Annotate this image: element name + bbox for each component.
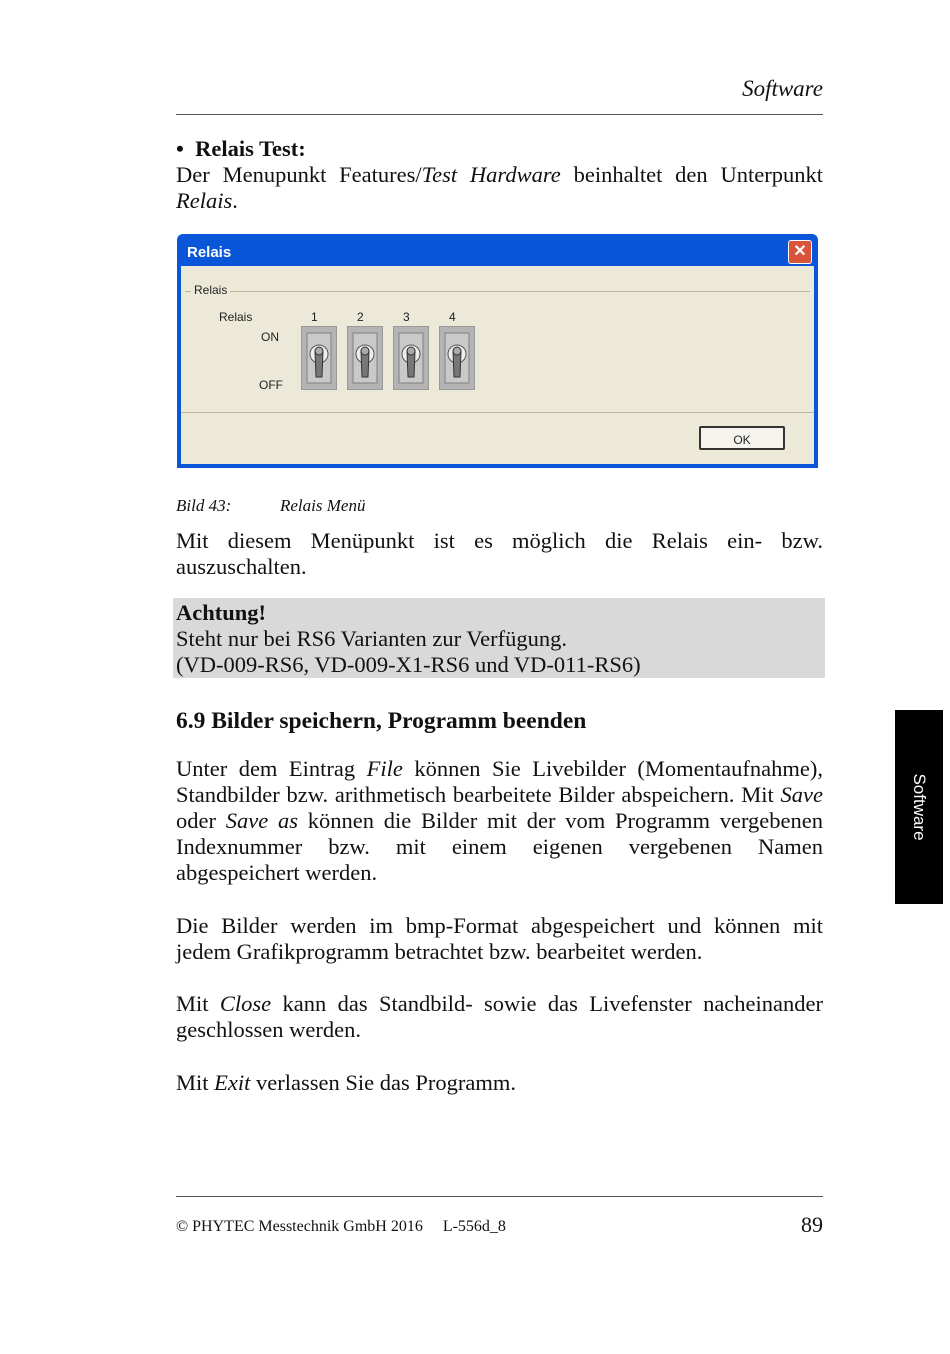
- figure-caption: [176, 496, 365, 516]
- intro-text-2: beinhaltet den Unterpunkt: [560, 162, 823, 187]
- relay-switch-3[interactable]: [393, 326, 429, 390]
- relay-switch-4[interactable]: [439, 326, 475, 390]
- toggle-switch-icon: [440, 327, 474, 389]
- p1-em-file: File: [366, 756, 403, 781]
- running-header: Software: [742, 76, 823, 101]
- p4-em-exit: Exit: [214, 1070, 251, 1095]
- dialog-body: [181, 266, 814, 464]
- relais-intro: [176, 162, 823, 214]
- switch-number-2: 2: [357, 310, 364, 324]
- intro-text-1: Der Menupunkt Features/: [176, 162, 422, 187]
- footer-doc-id: L-556d_8: [442, 1218, 506, 1235]
- p1-text-c: oder: [176, 808, 226, 833]
- off-label: OFF: [259, 378, 283, 392]
- page-number: 89: [801, 1212, 823, 1237]
- p1-em-save: Save: [780, 782, 823, 807]
- side-tab-software: [895, 710, 943, 904]
- intro-em-test-hardware: Test Hardware: [421, 162, 561, 187]
- intro-end: .: [232, 188, 238, 213]
- figure-number: Bild 43:: [176, 496, 232, 515]
- side-tab-label: Software: [910, 773, 929, 841]
- p3-text-b: kann das Standbild- sowie das Livefenster nacheinander geschlossen werden.: [176, 991, 823, 1042]
- paragraph-bmp-format: Die Bilder werden im bmp-Format abgespeichert und können mit jedem Grafikprogramm betrachtet bzw. bearbeitet werden.: [176, 913, 823, 964]
- relais-row-label: Relais: [219, 310, 253, 324]
- relais-dialog-window: [177, 234, 818, 468]
- callout-title-text: Achtung!: [176, 600, 267, 625]
- paragraph-relais-description: Mit diesem Menüpunkt ist es möglich die Relais ein- bzw. auszuschalten.: [176, 528, 823, 579]
- callout-line-2: (VD-009-RS6, VD-009-X1-RS6 und VD-011-RS6): [176, 652, 641, 677]
- relay-switch-2[interactable]: [347, 326, 383, 390]
- switch-number-4: 4: [449, 310, 456, 324]
- paragraph-file-menu: [176, 756, 823, 886]
- switch-number-3: 3: [403, 310, 410, 324]
- footer-rule: [176, 1196, 823, 1197]
- toggle-switch-icon: [348, 327, 382, 389]
- p3-text-a: Mit: [176, 991, 220, 1016]
- p1-text-a: Unter dem Eintrag: [176, 756, 367, 781]
- p1-text-d: können die Bilder mit der vom Programm vergebenen Indexnummer bzw. mit einem eigenen vergebenen Namen abgespeichert werden.: [176, 808, 824, 885]
- footer-copyright: © PHYTEC Messtechnik GmbH 2016: [176, 1218, 423, 1235]
- relais-test-heading: [176, 136, 823, 162]
- toggle-switch-icon: [302, 327, 336, 389]
- switch-number-1: 1: [311, 310, 318, 324]
- paragraph-close: [176, 991, 823, 1043]
- p4-text-a: Mit: [176, 1070, 215, 1095]
- group-label: Relais: [191, 283, 230, 297]
- p4-text-b: verlassen Sie das Programm.: [250, 1070, 516, 1095]
- toggle-switch-icon: [394, 327, 428, 389]
- dialog-title: Relais: [187, 244, 232, 261]
- intro-em-relais: Relais: [176, 188, 233, 213]
- bullet: •: [176, 136, 184, 161]
- dialog-separator: [181, 412, 814, 413]
- section-heading-6-9: 6.9 Bilder speichern, Programm beenden: [176, 708, 587, 734]
- on-label: ON: [261, 330, 279, 344]
- paragraph-exit: [176, 1070, 823, 1096]
- p1-text-b: können Sie Livebilder (Momentaufnahme), Standbilder bzw. arithmetisch bearbeitete Bilder abspeichern. Mit: [176, 756, 823, 807]
- close-icon[interactable]: ✕: [788, 240, 812, 264]
- relay-switch-1[interactable]: [301, 326, 337, 390]
- callout-line-1: Steht nur bei RS6 Varianten zur Verfügung.: [176, 626, 567, 651]
- relais-groupbox: [185, 291, 810, 410]
- p1-em-save-as: Save as: [225, 808, 298, 833]
- ok-button[interactable]: OK: [699, 426, 785, 450]
- figure-caption-text: Relais Menü: [280, 496, 366, 515]
- heading-text: Relais Test:: [195, 136, 306, 161]
- callout-title: [176, 600, 823, 626]
- header-rule: [176, 114, 823, 115]
- p3-em-close: Close: [219, 991, 272, 1016]
- footer: [176, 1218, 506, 1236]
